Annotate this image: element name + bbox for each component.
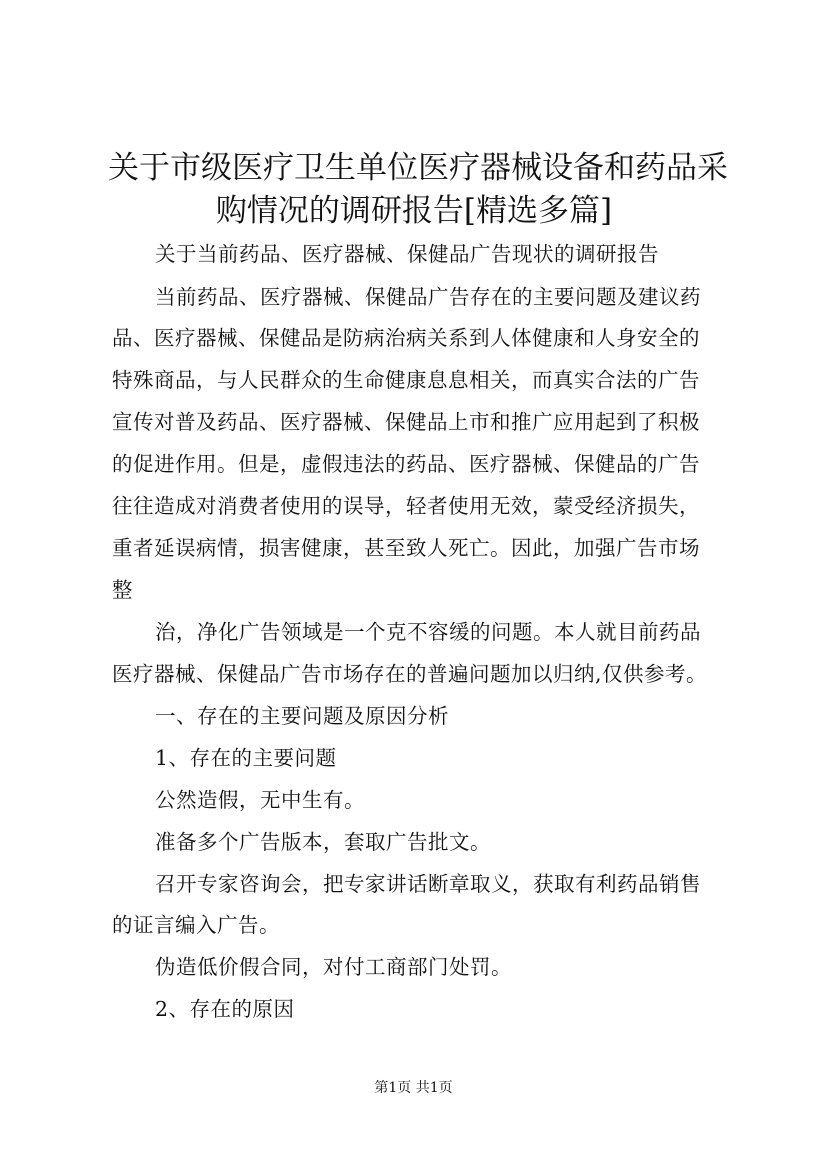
- subtitle-line: 关于当前药品、医疗器械、保健品广告现状的调研报告: [155, 242, 659, 266]
- paragraph-line: 宣传对普及药品、医疗器械、保健品上市和推广应用起到了积极: [112, 410, 700, 434]
- document-title-line-1: 关于市级医疗卫生单位医疗器械设备和药品采: [108, 150, 728, 186]
- subsection-heading: 2、存在的原因: [155, 997, 295, 1021]
- paragraph-line: 品、医疗器械、保健品是防病治病关系到人体健康和人身安全的: [112, 326, 700, 350]
- paragraph-line: 的促进作用。但是，虚假违法的药品、医疗器械、保健品的广告: [112, 452, 700, 476]
- paragraph-line: 公然造假，无中生有。: [155, 788, 365, 812]
- document-title-line-2: 购情况的调研报告[精选多篇]: [215, 193, 613, 229]
- section-heading: 一、存在的主要问题及原因分析: [155, 704, 449, 728]
- paragraph-line: 的证言编入广告。: [112, 913, 280, 937]
- paragraph-line: 重者延误病情，损害健康，甚至致人死亡。因此，加强广告市场: [112, 536, 700, 560]
- paragraph-line: 医疗器械、保健品广告市场存在的普遍问题加以归纳,仅供参考。: [112, 662, 708, 686]
- paragraph-line: 整: [112, 578, 133, 602]
- paragraph-line: 特殊商品，与人民群众的生命健康息息相关，而真实合法的广告: [112, 368, 700, 392]
- paragraph-line: 召开专家咨询会，把专家讲话断章取义，获取有利药品销售: [155, 872, 701, 896]
- paragraph-line: 准备多个广告版本，套取广告批文。: [155, 830, 491, 854]
- paragraph-line: 当前药品、医疗器械、保健品广告存在的主要问题及建议药: [155, 285, 701, 309]
- paragraph-line: 伪造低价假合同，对付工商部门处罚。: [155, 955, 512, 979]
- subsection-heading: 1、存在的主要问题: [155, 746, 337, 770]
- paragraph-line: 往往造成对消费者使用的误导，轻者使用无效，蒙受经济损失，: [112, 494, 700, 518]
- paragraph-line: 治，净化广告领域是一个克不容缓的问题。本人就目前药品: [155, 620, 701, 644]
- page-number-footer: 第1页 共1页: [374, 1080, 453, 1096]
